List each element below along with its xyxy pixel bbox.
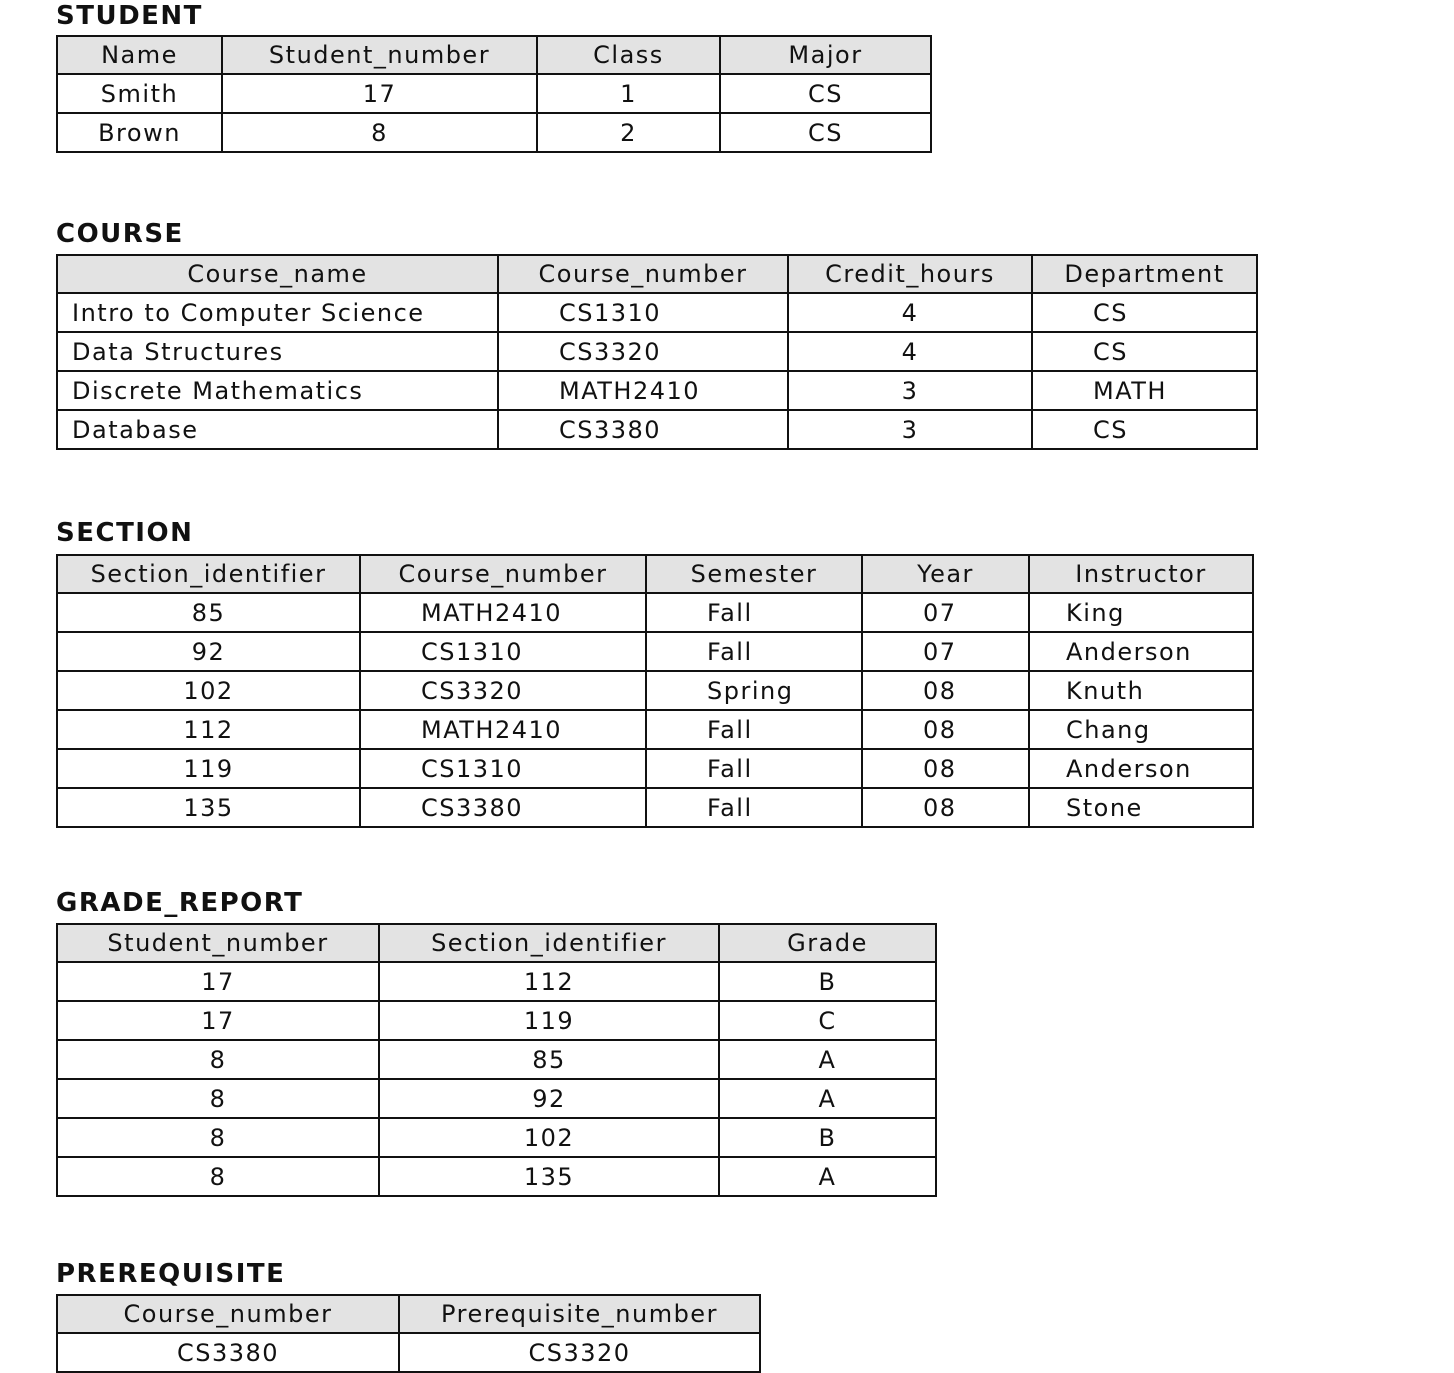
table-cell: CS1310 xyxy=(498,293,788,332)
table-row xyxy=(57,371,1257,410)
table-cell: Anderson xyxy=(1029,749,1253,788)
column-header: Department xyxy=(1032,255,1257,293)
table-cell: 119 xyxy=(57,749,360,788)
table-cell: MATH2410 xyxy=(498,371,788,410)
table-row xyxy=(57,671,1253,710)
column-header: Grade xyxy=(719,924,936,962)
table-cell: CS xyxy=(1032,332,1257,371)
table-cell: 17 xyxy=(57,1001,379,1040)
table-cell: Knuth xyxy=(1029,671,1253,710)
table-cell: 92 xyxy=(379,1079,719,1118)
table-cell: 08 xyxy=(862,671,1029,710)
table-cell: A xyxy=(719,1157,936,1196)
table-cell: Anderson xyxy=(1029,632,1253,671)
table-cell: B xyxy=(719,1118,936,1157)
table-row xyxy=(57,74,931,113)
table-cell: CS3380 xyxy=(498,410,788,449)
student-title: STUDENT xyxy=(56,1,203,31)
table-cell: Fall xyxy=(646,788,862,827)
table-cell: 4 xyxy=(788,293,1032,332)
prerequisite-table xyxy=(56,1294,761,1373)
table-cell: Intro to Computer Science xyxy=(57,293,498,332)
table-cell: 08 xyxy=(862,710,1029,749)
table-header-row xyxy=(57,555,1253,593)
table-cell: Fall xyxy=(646,593,862,632)
table-cell: 3 xyxy=(788,410,1032,449)
table-cell: 92 xyxy=(57,632,360,671)
table-cell: Chang xyxy=(1029,710,1253,749)
table-cell: CS3380 xyxy=(360,788,646,827)
table-cell: King xyxy=(1029,593,1253,632)
table-row xyxy=(57,1079,936,1118)
table-cell: 08 xyxy=(862,788,1029,827)
course-title: COURSE xyxy=(56,219,184,249)
table-cell: 119 xyxy=(379,1001,719,1040)
table-cell: 8 xyxy=(222,113,537,152)
table-row xyxy=(57,293,1257,332)
table-cell: CS xyxy=(720,113,931,152)
table-cell: CS xyxy=(1032,293,1257,332)
table-cell: Fall xyxy=(646,749,862,788)
table-cell: 8 xyxy=(57,1118,379,1157)
table-row xyxy=(57,788,1253,827)
column-header: Course_number xyxy=(498,255,788,293)
table-row xyxy=(57,113,931,152)
table-cell: 112 xyxy=(57,710,360,749)
table-row xyxy=(57,710,1253,749)
table-cell: 07 xyxy=(862,632,1029,671)
table-cell: 8 xyxy=(57,1040,379,1079)
table-cell: Smith xyxy=(57,74,222,113)
table-row xyxy=(57,962,936,1001)
table-header-row xyxy=(57,924,936,962)
table-cell: Data Structures xyxy=(57,332,498,371)
table-cell: 07 xyxy=(862,593,1029,632)
table-row xyxy=(57,332,1257,371)
table-cell: CS3320 xyxy=(360,671,646,710)
column-header: Class xyxy=(537,36,720,74)
column-header: Credit_hours xyxy=(788,255,1032,293)
table-cell: CS1310 xyxy=(360,749,646,788)
table-cell: 4 xyxy=(788,332,1032,371)
student-table xyxy=(56,35,932,153)
grade-report-table xyxy=(56,923,937,1197)
table-cell: CS3320 xyxy=(498,332,788,371)
table-cell: 08 xyxy=(862,749,1029,788)
table-header-row xyxy=(57,255,1257,293)
table-row xyxy=(57,1040,936,1079)
column-header: Section_identifier xyxy=(379,924,719,962)
column-header: Student_number xyxy=(222,36,537,74)
table-cell: 112 xyxy=(379,962,719,1001)
column-header: Major xyxy=(720,36,931,74)
table-cell: Spring xyxy=(646,671,862,710)
table-cell: 85 xyxy=(57,593,360,632)
table-row xyxy=(57,749,1253,788)
table-cell: Stone xyxy=(1029,788,1253,827)
column-header: Semester xyxy=(646,555,862,593)
table-cell: 8 xyxy=(57,1157,379,1196)
table-cell: Fall xyxy=(646,710,862,749)
table-cell: Brown xyxy=(57,113,222,152)
table-cell: CS xyxy=(720,74,931,113)
column-header: Course_name xyxy=(57,255,498,293)
table-cell: 85 xyxy=(379,1040,719,1079)
table-cell: 8 xyxy=(57,1079,379,1118)
table-cell: 3 xyxy=(788,371,1032,410)
column-header: Course_number xyxy=(360,555,646,593)
table-row xyxy=(57,1333,760,1372)
table-header-row xyxy=(57,1295,760,1333)
column-header: Course_number xyxy=(57,1295,399,1333)
table-cell: 102 xyxy=(379,1118,719,1157)
column-header: Section_identifier xyxy=(57,555,360,593)
table-cell: 2 xyxy=(537,113,720,152)
column-header: Prerequisite_number xyxy=(399,1295,760,1333)
table-cell: Database xyxy=(57,410,498,449)
table-cell: 102 xyxy=(57,671,360,710)
table-cell: B xyxy=(719,962,936,1001)
table-cell: MATH xyxy=(1032,371,1257,410)
table-cell: 135 xyxy=(379,1157,719,1196)
table-row xyxy=(57,632,1253,671)
table-cell: 17 xyxy=(57,962,379,1001)
table-header-row xyxy=(57,36,931,74)
table-row xyxy=(57,1118,936,1157)
table-cell: MATH2410 xyxy=(360,710,646,749)
table-cell: A xyxy=(719,1040,936,1079)
table-cell: Discrete Mathematics xyxy=(57,371,498,410)
table-cell: CS3380 xyxy=(57,1333,399,1372)
table-row xyxy=(57,593,1253,632)
table-cell: 1 xyxy=(537,74,720,113)
table-cell: MATH2410 xyxy=(360,593,646,632)
table-cell: CS3320 xyxy=(399,1333,760,1372)
table-cell: Fall xyxy=(646,632,862,671)
column-header: Year xyxy=(862,555,1029,593)
table-row xyxy=(57,410,1257,449)
table-cell: 17 xyxy=(222,74,537,113)
table-cell: CS xyxy=(1032,410,1257,449)
table-row xyxy=(57,1001,936,1040)
section-table xyxy=(56,554,1254,828)
column-header: Student_number xyxy=(57,924,379,962)
table-cell: C xyxy=(719,1001,936,1040)
table-cell: A xyxy=(719,1079,936,1118)
grade-report-title: GRADE_REPORT xyxy=(56,888,304,918)
table-cell: 135 xyxy=(57,788,360,827)
prerequisite-title: PREREQUISITE xyxy=(56,1259,286,1289)
section-title: SECTION xyxy=(56,518,194,548)
table-row xyxy=(57,1157,936,1196)
column-header: Instructor xyxy=(1029,555,1253,593)
course-table xyxy=(56,254,1258,450)
table-cell: CS1310 xyxy=(360,632,646,671)
column-header: Name xyxy=(57,36,222,74)
